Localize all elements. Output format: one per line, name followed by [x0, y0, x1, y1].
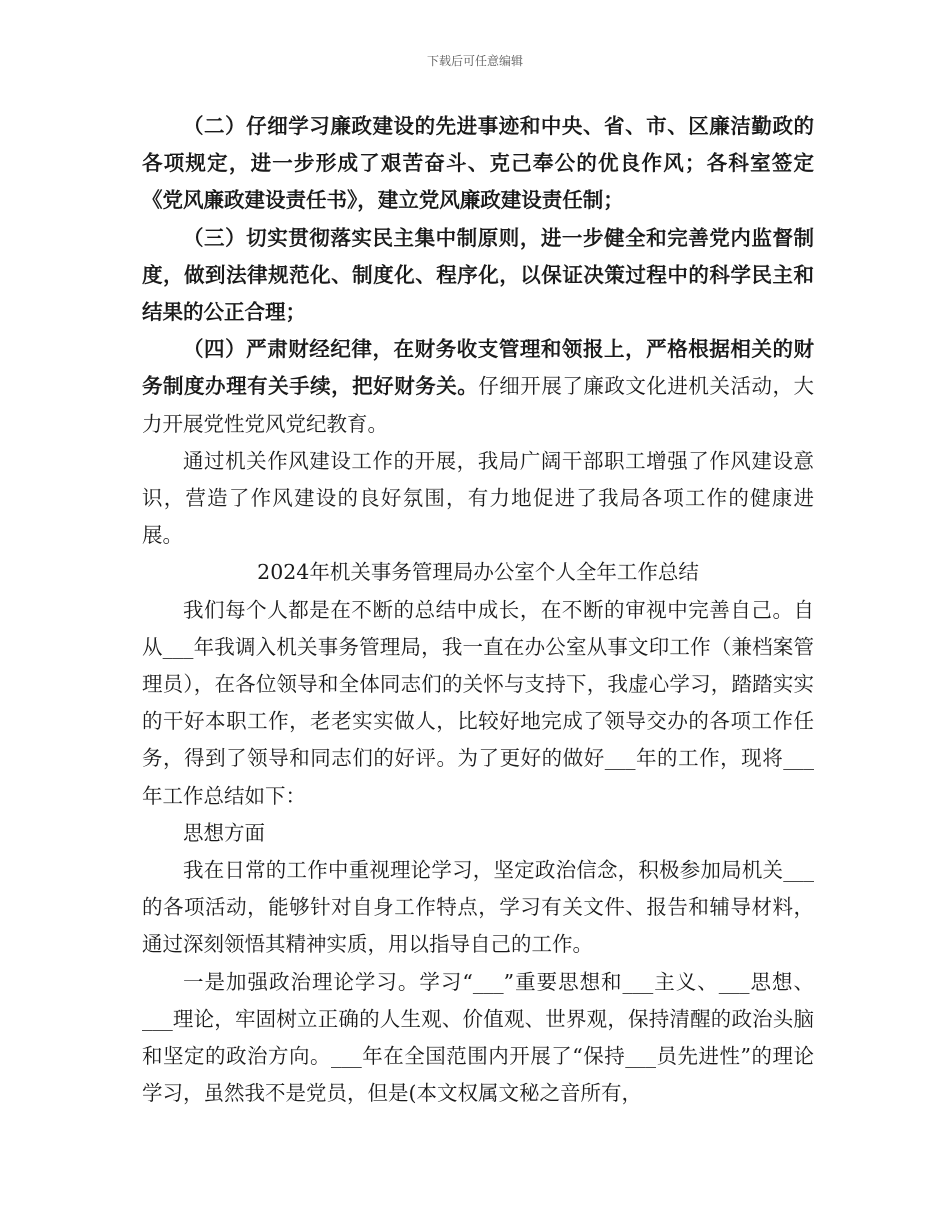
paragraph-3: （三）切实贯彻落实民主集中制原则，进一步健全和完善党内监督制度，做到法律规范化、制度化、程序化，以保证决策过程中的科学民主和结果的公正合理； — [142, 225, 814, 325]
paragraph-theory: 一是加强政治理论学习。学习“___”重要思想和___主义、___思想、___理论，牢固树立正确的人生观、价值观、世界观，保持清醒的政治头脑和坚定的政治方向。___年在全国范围内开展了“保持___员先进性”的理论学习，虽然我不是党员，但是(本文权属文秘之音所有， — [142, 969, 814, 1106]
document-body — [142, 108, 814, 1112]
paragraph-4-rest: 仔细开展了廉政文化进机关活动，大力开展党性党风党纪教育。 — [142, 374, 815, 436]
section-title: 2024年机关事务管理局办公室个人全年工作总结 — [257, 560, 699, 585]
paragraph-4 — [142, 331, 814, 443]
subheading-thought: 思想方面 — [183, 820, 265, 845]
page-header: 下载后可任意编辑 — [426, 54, 523, 68]
paragraph-summary: 通过机关作风建设工作的开展，我局广阔干部职工增强了作风建设意识，营造了作风建设的良好氛围，有力地促进了我局各项工作的健康进展。 — [142, 448, 814, 548]
paragraph-4-bold-lead: （四）严肃财经纪律，在财务收支管理和领报上，严格根据相关的财务制度办理有关手续，把好财务关。 — [142, 337, 814, 399]
paragraph-intro: 我们每个人都是在不断的总结中成长，在不断的审视中完善自己。自从___年我调入机关事务管理局，我一直在办公室从事文印工作（兼档案管理员），在各位领导和全体同志们的关怀与支持下，我虚心学习，踏踏实实的干好本职工作，老老实实做人，比较好地完成了领导交办的各项工作任务，得到了领导和同志们的好评。为了更好的做好___年的工作，现将___年工作总结如下： — [142, 597, 814, 808]
paragraph-thought: 我在日常的工作中重视理论学习，坚定政治信念，积极参加局机关___的各项活动，能够针对自身工作特点，学习有关文件、报告和辅导材料，通过深刻领悟其精神实质，用以指导自己的工作。 — [142, 858, 814, 957]
paragraph-2: （二）仔细学习廉政建设的先进事迹和中央、省、市、区廉洁勤政的各项规定，进一步形成了艰苦奋斗、克己奉公的优良作风；各科室签定《党风廉政建设责任书》，建立党风廉政建设责任制； — [142, 114, 814, 213]
